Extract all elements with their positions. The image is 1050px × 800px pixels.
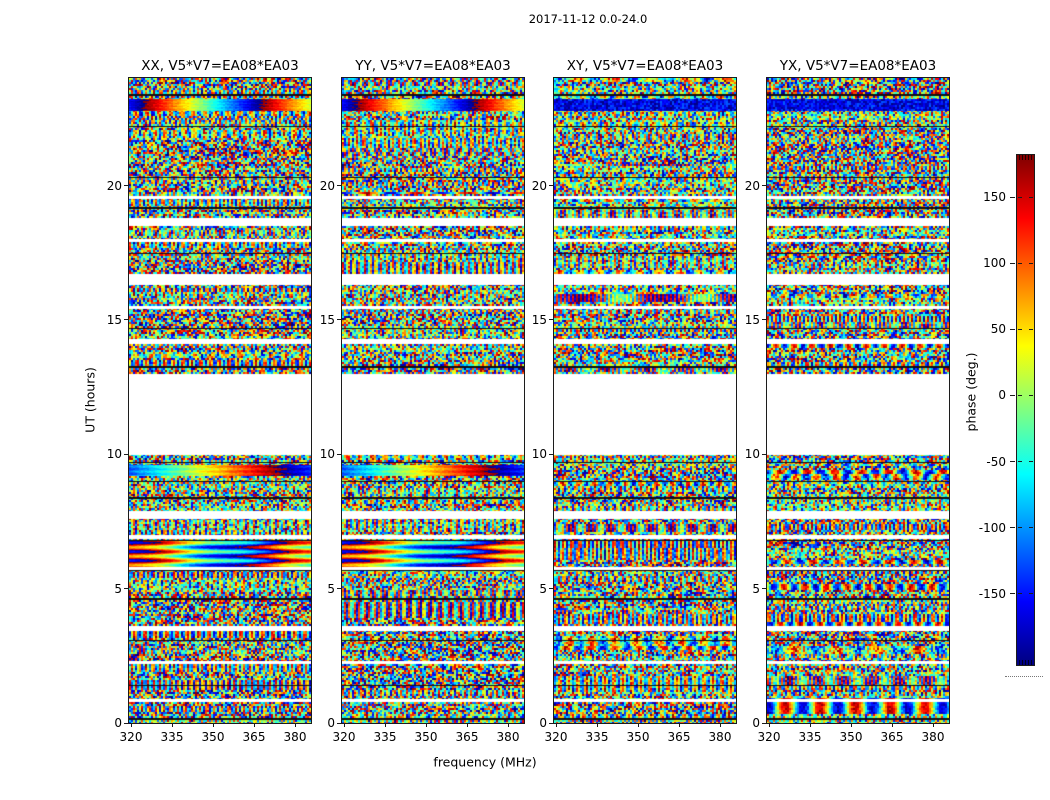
panel-title-xy: XY, V5*V7=EA08*EA03: [566, 58, 724, 74]
y-tick-mark-panel3: [762, 319, 766, 320]
x-tick-mark-panel3: [892, 724, 893, 727]
y-tick-label-panel1: 10: [319, 447, 335, 462]
x-tick-mark-panel1: [508, 724, 509, 727]
y-tick-label-panel0: 0: [114, 716, 122, 730]
heatmap-panel-xy: [553, 77, 737, 724]
x-tick-mark-panel2: [679, 724, 680, 727]
y-axis-label: UT (hours): [82, 367, 98, 433]
colorbar-tick-mark: [1010, 395, 1015, 396]
x-tick-mark-panel3: [851, 724, 852, 727]
x-tick-mark-panel0: [131, 724, 132, 727]
colorbar-tick-mark: [1029, 461, 1033, 462]
colorbar-tick-mark: [1029, 329, 1033, 330]
colorbar-tick-mark: [1018, 395, 1022, 396]
colorbar-tick-mark: [1018, 329, 1022, 330]
colorbar-top-hatch-icon: [1019, 155, 1032, 160]
colorbar-tick-mark: [1010, 593, 1015, 594]
x-tick-mark-panel1: [344, 724, 345, 727]
colorbar-tick-mark: [1029, 263, 1033, 264]
x-tick-mark-panel3: [810, 724, 811, 727]
x-tick-label-panel0: 335: [160, 730, 184, 744]
y-tick-label-panel2: 15: [531, 312, 547, 327]
y-tick-mark-panel0: [124, 454, 128, 455]
colorbar-tick-mark: [1018, 197, 1022, 198]
x-tick-label-panel0: 365: [242, 730, 266, 744]
phase-waterfall-canvas-yx: [767, 78, 949, 723]
x-tick-label-panel3: 380: [921, 730, 945, 744]
x-tick-mark-panel3: [933, 724, 934, 727]
y-tick-label-panel0: 20: [106, 178, 122, 193]
colorbar-tick-label: 150: [983, 190, 1006, 205]
colorbar-tick-mark: [1029, 197, 1033, 198]
colorbar-tick-mark: [1018, 461, 1022, 462]
x-tick-mark-panel0: [213, 724, 214, 727]
y-tick-mark-panel0: [124, 319, 128, 320]
colorbar-tick-label: -100: [978, 520, 1006, 535]
x-tick-label-panel0: 320: [119, 730, 143, 744]
x-tick-label-panel3: 335: [798, 730, 822, 744]
y-tick-mark-panel1: [337, 723, 341, 724]
panel-title-xx: XX, V5*V7=EA08*EA03: [141, 58, 299, 74]
y-tick-label-panel1: 5: [327, 581, 335, 596]
y-tick-mark-panel1: [337, 319, 341, 320]
y-tick-mark-panel0: [124, 588, 128, 589]
y-tick-mark-panel2: [549, 454, 553, 455]
x-tick-label-panel1: 380: [496, 730, 520, 744]
y-tick-mark-panel3: [762, 454, 766, 455]
phase-waterfall-canvas-xx: [129, 78, 311, 723]
x-tick-mark-panel2: [597, 724, 598, 727]
y-tick-mark-panel0: [124, 723, 128, 724]
x-tick-label-panel3: 365: [880, 730, 904, 744]
y-tick-label-panel1: 20: [319, 178, 335, 193]
y-tick-mark-panel3: [762, 185, 766, 186]
heatmap-panel-yy: [341, 77, 525, 724]
y-tick-label-panel2: 10: [531, 447, 547, 462]
y-tick-mark-panel1: [337, 185, 341, 186]
colorbar-tick-label: 50: [990, 322, 1006, 337]
x-tick-label-panel2: 335: [585, 730, 609, 744]
y-tick-label-panel1: 0: [327, 716, 335, 730]
y-tick-label-panel1: 15: [319, 312, 335, 327]
x-tick-mark-panel2: [638, 724, 639, 727]
colorbar-tick-mark: [1029, 527, 1033, 528]
x-tick-mark-panel0: [254, 724, 255, 727]
y-tick-mark-panel2: [549, 588, 553, 589]
y-tick-mark-panel3: [762, 588, 766, 589]
x-tick-label-panel2: 320: [544, 730, 568, 744]
colorbar-tick-mark: [1010, 329, 1015, 330]
panel-title-yx: YX, V5*V7=EA08*EA03: [779, 58, 937, 74]
y-tick-mark-panel1: [337, 454, 341, 455]
y-tick-label-panel3: 5: [752, 581, 760, 596]
colorbar-tick-mark: [1018, 593, 1022, 594]
heatmap-panel-xx: [128, 77, 312, 724]
y-tick-mark-panel1: [337, 588, 341, 589]
colorbar-tick-mark: [1010, 197, 1015, 198]
colorbar-tick-label: -50: [986, 454, 1006, 469]
y-tick-label-panel2: 5: [539, 581, 547, 596]
x-tick-mark-panel0: [295, 724, 296, 727]
x-tick-label-panel1: 365: [455, 730, 479, 744]
x-tick-label-panel0: 380: [283, 730, 307, 744]
colorbar-label: phase (deg.): [963, 352, 979, 432]
x-tick-label-panel2: 350: [626, 730, 650, 744]
x-tick-label-panel0: 350: [201, 730, 225, 744]
colorbar-tick-mark: [1010, 263, 1015, 264]
x-axis-label: frequency (MHz): [433, 754, 537, 770]
y-tick-mark-panel2: [549, 185, 553, 186]
phase-waterfall-canvas-yy: [342, 78, 524, 723]
colorbar-tick-mark: [1018, 263, 1022, 264]
colorbar-tick-mark: [1018, 527, 1022, 528]
colorbar-tick-mark: [1010, 461, 1015, 462]
x-tick-mark-panel2: [720, 724, 721, 727]
x-tick-label-panel3: 350: [839, 730, 863, 744]
heatmap-panel-yx: [766, 77, 950, 724]
y-tick-mark-panel3: [762, 723, 766, 724]
y-tick-label-panel0: 10: [106, 447, 122, 462]
colorbar-bottom-hatch-icon: [1019, 660, 1032, 665]
x-tick-label-panel1: 335: [373, 730, 397, 744]
x-tick-mark-panel2: [556, 724, 557, 727]
panel-title-yy: YY, V5*V7=EA08*EA03: [355, 58, 511, 74]
colorbar-tick-mark: [1029, 395, 1033, 396]
x-tick-label-panel2: 365: [667, 730, 691, 744]
x-tick-mark-panel0: [172, 724, 173, 727]
y-tick-label-panel0: 5: [114, 581, 122, 596]
x-tick-label-panel3: 320: [757, 730, 781, 744]
y-tick-label-panel3: 15: [744, 312, 760, 327]
colorbar-dotted-line: [1005, 676, 1043, 677]
x-tick-label-panel1: 320: [332, 730, 356, 744]
y-tick-label-panel2: 0: [539, 716, 547, 730]
x-tick-mark-panel1: [385, 724, 386, 727]
x-tick-label-panel1: 350: [414, 730, 438, 744]
x-tick-label-panel2: 380: [708, 730, 732, 744]
x-tick-mark-panel1: [467, 724, 468, 727]
figure-title: 2017-11-12 0.0-24.0: [528, 12, 648, 26]
y-tick-label-panel3: 20: [744, 178, 760, 193]
y-tick-mark-panel2: [549, 319, 553, 320]
colorbar-tick-mark: [1010, 527, 1015, 528]
y-tick-label-panel0: 15: [106, 312, 122, 327]
y-tick-label-panel2: 20: [531, 178, 547, 193]
y-tick-label-panel3: 0: [752, 716, 760, 730]
y-tick-mark-panel0: [124, 185, 128, 186]
y-tick-label-panel3: 10: [744, 447, 760, 462]
colorbar-tick-label: -150: [978, 586, 1006, 601]
phase-waterfall-canvas-xy: [554, 78, 736, 723]
colorbar: [1016, 154, 1035, 666]
colorbar-tick-label: 0: [998, 388, 1006, 403]
y-tick-mark-panel2: [549, 723, 553, 724]
colorbar-tick-mark: [1029, 593, 1033, 594]
x-tick-mark-panel1: [426, 724, 427, 727]
colorbar-tick-label: 100: [983, 256, 1006, 271]
x-tick-mark-panel3: [769, 724, 770, 727]
